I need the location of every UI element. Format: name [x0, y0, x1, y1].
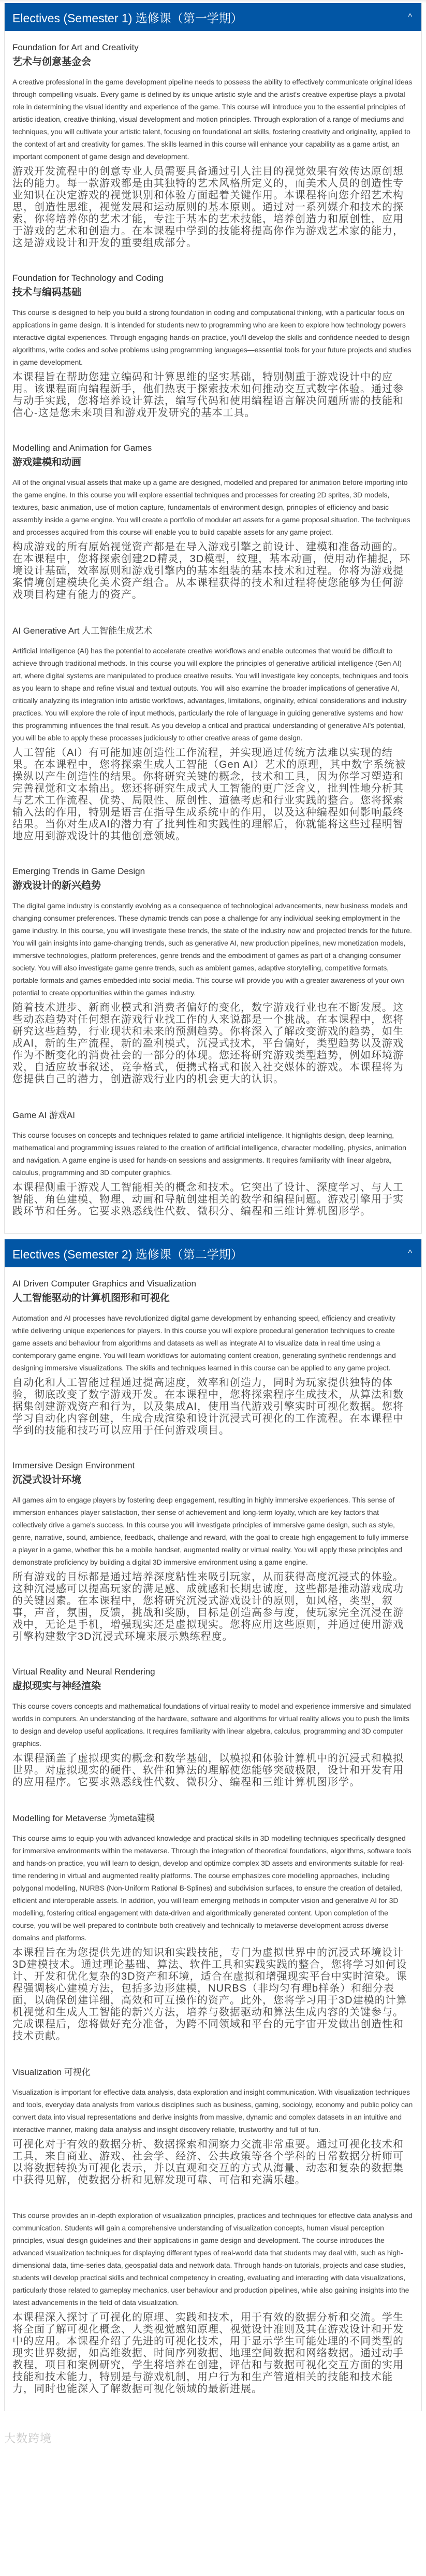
course-title: Foundation for Technology and Coding: [12, 273, 164, 283]
description-en: This course covers concepts and mathematical foundations of virtual reality to model and experience immersive and simulated worlds in computers. An understanding of the hardware, software and algorithms for virtual reality allows you to push the limits to design and develop useful applications. It requires familiarity with linear algebra, calculus, programming and 3D computer graphics.: [12, 1702, 411, 1748]
course-description: [12, 306, 413, 419]
course-item: [12, 1278, 413, 1437]
course-description: [12, 1700, 413, 1788]
description-cn: 构成游戏的所有原始视觉资产都是在导入游戏引擎之前设计、建模和准备动画的。在本课程中，您将探索创建2D精灵，3D模型，纹理，基本动画，使用动作捕捉，环境设计基础，效率原则和游戏引擎内的基本组装的基本技术和过程。你将为游戏提案情境创建模块化美术资产组合。从本课程获得的技术和过程将使您能够为任何游戏项目构建有能力的资产。: [12, 541, 411, 600]
course-title-cn: 虚拟现实与神经渲染: [12, 1681, 101, 1692]
description-en: All of the original visual assets that make up a game are designed, modelled and prepared for animation before importing into the game engine. In this course you will explore essential techniques and processes for creating 2D sprites, 3D models, textures, basic animation, use of motion capture, fundamentals of environment design, principles of efficiency and basic assembly inside a game engine. You will create a portfolio of modular art assets for a game proposal situation. The techniques and processes acquired from this course will enable you to build capable assets for any game project.: [12, 478, 410, 536]
description-cn: 人工智能（AI）有可能加速创造性工作流程，并实现通过传统方法难以实现的结果。在本课程中，您将探索生成人工智能（Gen AI）艺术的原理，其中数字系统被操纵以产生创造性的结果。你将研究关键的概念，技术和工具，因为你学习塑造和完善视觉和文本输出。您还将研究生成式人工智能的更广泛含义，批判性地分析其与艺术工作流程、优势、局限性、原创性、道德考虑和行业实践的整合。您将探索输入法的作用，特别是语言在指导生成系统中的作用，以及这种编程如何影响最终结果。当你对生成AI的潜力有了批判性和实践性的理解后，你就能将这些过程明智地应用到游戏设计的其他创意领域。: [12, 747, 406, 842]
course-description: [12, 899, 413, 1085]
course-title: AI Generative Art 人工智能生成艺术: [12, 626, 153, 636]
description-en: Artificial Intelligence (AI) has the potential to accelerate creative workflows and enable outcomes that would be difficult to achieve through traditional methods. In this course you will explore the principles of generative artificial intelligence (Gen AI) art, where digital systems are manipulated to produce creative results. You will investigate key concepts, techniques and tools as you learn to shape and refine visual and textual outputs. You will also examine the broader implications of generative AI, critically analyzing its integration into artistic workflows, advantages, limitations, originality, ethical considerations and industry practices. You will explore the role of input methods, particularly the role of language in guiding generative systems and how this programming influences the final result. As you develop a critical and practical understanding of generative AI's potential, you will be able to apply these processes judiciously to other creative areas of game design.: [12, 647, 408, 742]
course-description: [12, 1129, 413, 1218]
course-title: Game AI 游戏AI: [12, 1110, 75, 1120]
accordion-panel-semester-2: [4, 1239, 422, 2411]
course-title: Virtual Reality and Neural Rendering: [12, 1667, 155, 1677]
description-en: The digital game industry is constantly evolving as a consequence of technological advancements, new business models and changing consumer preferences. These dynamic trends can pose a challenge for any individual seeking employment in the game industry. In this course, you will investigate these trends, the state of the industry now and projected trends for the future. You will gain insights into game-changing trends, such as generative AI, new production pipelines, new monetization models, immersive technologies, platform preferences, genre trends and the embodiment of games as part of a changing consumer society. You will also investigate game genre trends, such as ambient games, adaptive storytelling, competitive formats, portable formats and games embedded into social media. This course will provide you with a greater awareness of your own potential to create opportunities within the games industry.: [12, 901, 412, 997]
course-item: [12, 442, 413, 601]
description-cn: 自动化和人工智能过程通过提高速度，效率和创造力，同时为玩家提供独特的体验，彻底改变了数字游戏开发。在本课程中，您将探索程序生成技术，从算法和数据集创建游戏资产和行为，以及集成AI，使用当代游戏引擎实时可视化数据。您将学习自动化内容创建，生成合成渲染和设计沉浸式可视化的工作流程。在本课程中学到的技能和技巧可以应用于任何游戏项目。: [12, 1377, 404, 1436]
course-item: [12, 1811, 413, 2042]
description-en: Visualization is important for effective data analysis, data exploration and insight communication. With visualization techniques and tools, everyday data analysts from various disciplines such as business, gaming, sociology, economy and public policy can convert data into visual representations and derive insights from massive, dynamic and complex datasets in an intuitive and interactive manner, making data analysis and insight discovery reliable, trustworthy and full of fun.: [12, 2088, 413, 2134]
description-cn: 可视化对于有效的数据分析、数据探索和洞察力交流非常重要。通过可视化技术和工具，来自商业、游戏、社会学、经济、公共政策等各个学科的日常数据分析师可以将数据转换为可视化表示，并以直观和交互的方式从海量、动态和复杂的数据集中获得见解，使数据分析和见解发现可靠、可信和充满乐趣。: [12, 2139, 404, 2186]
course-item: [12, 2065, 413, 2395]
course-title: Foundation for Art and Creativity: [12, 42, 139, 52]
course-description: [12, 2086, 413, 2186]
course-description: [12, 1312, 413, 1437]
description-en: This course is designed to help you build a strong foundation in coding and computational thinking, with a particular focus on applications in game design. It is intended for students new to programming who are keen to explore how technology powers interactive digital experiences. Through engaging hands-on practice, you'll develop the skills and confidence needed to design algorithms, write codes and solve problems using programming languages—essential tools for your future projects and studies in game development.: [12, 308, 412, 366]
course-title: Modelling for Metaverse 为meta建模: [12, 1813, 155, 1823]
course-title: Emerging Trends in Game Design: [12, 866, 145, 876]
accordion-panel-semester-1: [4, 3, 422, 1234]
course-title-cn: 游戏建模和动画: [12, 457, 82, 468]
course-item: [12, 272, 413, 419]
accordion-title: Electives (Semester 2) 选修课（第二学期）: [12, 1247, 243, 1261]
course-description: [12, 1494, 413, 1643]
accordion-header[interactable]: [5, 1239, 421, 1267]
course-title-cn: 游戏设计的新兴趋势: [12, 880, 101, 891]
course-title: Modelling and Animation for Games: [12, 443, 152, 453]
chevron-up-icon[interactable]: ^: [408, 12, 412, 21]
course-description: [12, 645, 413, 842]
course-description: [12, 76, 413, 249]
course-title-cn: 艺术与创意基金会: [12, 56, 92, 67]
description-cn: 本课程涵盖了虚拟现实的概念和数学基础，以模拟和体验计算机中的沉浸式和模拟世界。对虚拟现实的硬件、软件和算法的理解使您能够突破极限，设计和开发有用的应用程序。它要求熟悉线性代数、微积分、编程和三维计算机图形学。: [12, 1753, 404, 1788]
watermark-logo: 大数跨境: [4, 2432, 52, 2445]
description-en: This course focuses on concepts and techniques related to game artificial intelligence. It highlights design, deep learning, mathematical and programming issues related to the creation of artificial intelligence, character modelling, physics, animation and navigation. A game engine is used for hands-on sessions and assignments. It requires familiarity with linear algebra, calculus, programming and 3D computer graphics.: [12, 1131, 406, 1177]
course-title-cn: 沉浸式设计环境: [12, 1475, 82, 1485]
course-title-cn: 技术与编码基础: [12, 287, 82, 298]
description-cn: 本课程侧重于游戏人工智能相关的概念和技术。它突出了设计、深度学习、与人工智能、角色建模、物理、动画和导航创建相关的数学和编程问题。游戏引擎用于实践环节和任务。它要求熟悉线性代数、微积分、编程和三维计算机图形学。: [12, 1182, 404, 1217]
description-en: Automation and AI processes have revolutionized digital game development by enhancing speed, efficiency and creativity while delivering unique experiences for players. In this course you will explore procedural generation techniques to create game assets and behaviour from algorithms and datasets as well as integrate AI to visualize data in real time using a contemporary game engine. You will learn workflows for automating content creation, generating synthetic renderings and designing immersive visualizations. The skills and techniques learned in this course can be applied to any game project.: [12, 1314, 396, 1372]
description-en: All games aim to engage players by fostering deep engagement, resulting in highly immersive experiences. This sense of immersion enhances player satisfaction, their sense of achievement and long-term loyalty, which are key factors that collectively drive a game's success. In this course you will investigate principles of immersive game design, such as style, genre, narrative, sound, ambience, feedback, challenge and reward, with the goal to create high engagement to fully immerse a player in a game, whether this be a mobile handset, augmented reality or virtual reality. You will apply these principles and demonstrate proficiency by building a digital 3D immersive environment using a game engine.: [12, 1496, 409, 1566]
description-cn: 本课程深入探讨了可视化的原理、实践和技术，用于有效的数据分析和交流。学生将全面了解可视化概念、人类视觉感知原理、视觉设计准则及其在游戏设计和开发中的应用。本课程介绍了先进的可视化技术，用于显示学生可能处理的不同类型的现实世界数据，如高维数据、时间序列数据、地理空间数据和网络数据。通过动手教程，项目和案例研究，学生将培养在创建，评估和与数据可视化交互方面的实用技能和技术能力，特别是与游戏机制，用户行为和生产管道相关的技能和技术能力，同时也能深入了解数据可视化领域的最新进展。: [12, 2312, 404, 2395]
accordion-body: [5, 1278, 421, 2411]
accordion-header[interactable]: [5, 3, 421, 31]
accordion-body: [5, 41, 421, 1233]
course-item: [12, 1666, 413, 1788]
course-description: [12, 2209, 413, 2395]
course-title: Visualization 可视化: [12, 2067, 91, 2077]
course-description: [12, 476, 413, 601]
description-cn: 本课程旨在帮助您建立编码和计算思维的坚实基础，特别侧重于游戏设计中的应用。该课程面向编程新手，他们热衷于探索技术如何推动交互式数字体验。通过参与动手实践，您将培养设计算法，编写代码和使用编程语言解决问题所需的技能和信心-这是您未来项目和游戏开发研究的基本工具。: [12, 371, 404, 419]
description-en: A creative professional in the game development pipeline needs to possess the ability to effectively communicate original ideas through compelling visuals. Every game is defined by its unique artistic style and the artist's creative expertise plays a pivotal role in determining the visual identity and experience of the game. This course will introduce you to the essential principles of artistic ideation, creative thinking, visual development and motion principles. Through exploration of a range of mediums and techniques, you will cultivate your artistic talent, focusing on foundational art skills, fostering creativity and originality, applied to the context of art and creativity for games. The skills learned in this course will enhance your capability as a game artist, an important component of game design and development.: [12, 78, 413, 161]
description-en: This course provides an in-depth exploration of visualization principles, practices and techniques for effective data analysis and communication. Students will gain a comprehensive understanding of visualization concepts, human visual perception principles, visual design guidelines and their applications in game design and development. The course introduces the advanced visualization techniques for displaying different types of real-world data that students may deal with, such as high-dimensional data, time-series data, geospatial data and network data. Through hands-on tutorials, projects and case studies, students will develop practical skills and technical competency in creating, evaluating and interacting with data visualizations, particularly those related to gameplay mechanics, user behaviour and production pipelines, while also gaining insights into the latest advancements in the field of data visualization.: [12, 2211, 413, 2307]
course-title: AI Driven Computer Graphics and Visualization: [12, 1279, 196, 1289]
description-cn: 游戏开发流程中的创意专业人员需要具备通过引人注目的视觉效果有效传达原创想法的能力。每一款游戏都是由其独特的艺术风格所定义的，而美术人员的创造性专业知识在决定游戏的视觉识别和体验方面起着关键作用。本课程将向您介绍艺术构思，创造性思维，视觉发展和运动原则的基本原则。通过对一系列媒介和技术的探索，你将培养你的艺术才能，专注于基本的艺术技能，培养创造力和原创性，应用于游戏的艺术和创造力。在本课程中学到的技能将提高你作为游戏艺术家的能力，这是游戏设计和开发的重要组成部分。: [12, 166, 404, 249]
course-item: [12, 865, 413, 1085]
course-title-cn: 人工智能驱动的计算机图形和可视化: [12, 1293, 170, 1304]
course-item: [12, 41, 413, 249]
description-cn: 随着技术进步、新商业模式和消费者偏好的变化，数字游戏行业也在不断发展。这些动态趋势对任何想在游戏行业找工作的人来说都是一个挑战。在本课程中，您将研究这些趋势，行业现状和未来的预测趋势。你将深入了解改变游戏的趋势，如生成AI，新的生产流程，新的盈利模式，沉浸式技术，平台偏好，类型趋势以及游戏作为不断变化的消费社会的一部分的体现。您还将研究游戏类型趋势，例如环境游戏，自适应故事叙述，竞争格式，便携式格式和嵌入社交媒体的游戏。本课程将为您提供自己的潜力，创造游戏行业内的机会更大的认识。: [12, 1002, 404, 1085]
course-title: Immersive Design Environment: [12, 1461, 135, 1470]
course-description: [12, 1832, 413, 2042]
description-cn: 本课程旨在为您提供先进的知识和实践技能，专门为虚拟世界中的沉浸式环境设计3D建模技术。通过理论基础、算法、软件工具和实践实践的整合，您将学习如何设计、开发和优化复杂的3D资产和环境，适合在虚拟和增强现实平台中实时渲染。课程强调核心建模方法，包括多边形建模，NURBS（非均匀有理b样条）和细分表面，以确保创建详细，高效和可互操作的资产。此外，您将学习用于3D建模的计算机视觉和生成人工智能的新兴方法，培养与数据驱动和算法生成内容的关键参与。完成课程后，您将做好充分准备，为跨不同领域和平台的元宇宙开发做出创造性和技术贡献。: [12, 1947, 407, 2042]
accordion-title: Electives (Semester 1) 选修课（第一学期）: [12, 11, 243, 25]
chevron-up-icon[interactable]: ^: [408, 1249, 412, 1257]
course-item: [12, 624, 413, 842]
description-cn: 所有游戏的目标都是通过培养深度粘性来吸引玩家，从而获得高度沉浸式的体验。这种沉浸感可以提高玩家的满足感、成就感和长期忠诚度，这些都是推动游戏成功的关键因素。在本课程中，您将研究沉浸式游戏设计的原则，如风格，类型，叙事，声音，氛围，反馈，挑战和奖励，目标是创造高参与度，使玩家完全沉浸在游戏中，无论是手机，增强现实还是虚拟现实。您将应用这些原则，并通过使用游戏引擎构建数字3D沉浸式环境来展示熟练程度。: [12, 1571, 404, 1642]
description-en: This course aims to equip you with advanced knowledge and practical skills in 3D modelling techniques specifically designed for immersive environments within the metaverse. Through the integration of theoretical foundations, algorithms, software tools and hands-on practice, you will learn to design, develop and optimize complex 3D assets and environments suitable for real-time rendering in virtual and augmented reality platforms. The course emphasizes core modelling approaches, including polygonal modelling, NURBS (Non-Uniform Rational B-Splines) and subdivision surfaces, to ensure the creation of detailed, efficient and interoperable assets. In addition, you will learn emerging methods in computer vision and generative AI for 3D modelling, fostering critical engagement with data-driven and algorithmically generated content. Upon completion of the course, you will be well-prepared to contribute both creatively and technically to metaverse development across diverse domains and platforms.: [12, 1834, 412, 1942]
electives-accordion: [0, 3, 426, 2411]
course-item: [12, 1108, 413, 1218]
course-item: [12, 1459, 413, 1643]
